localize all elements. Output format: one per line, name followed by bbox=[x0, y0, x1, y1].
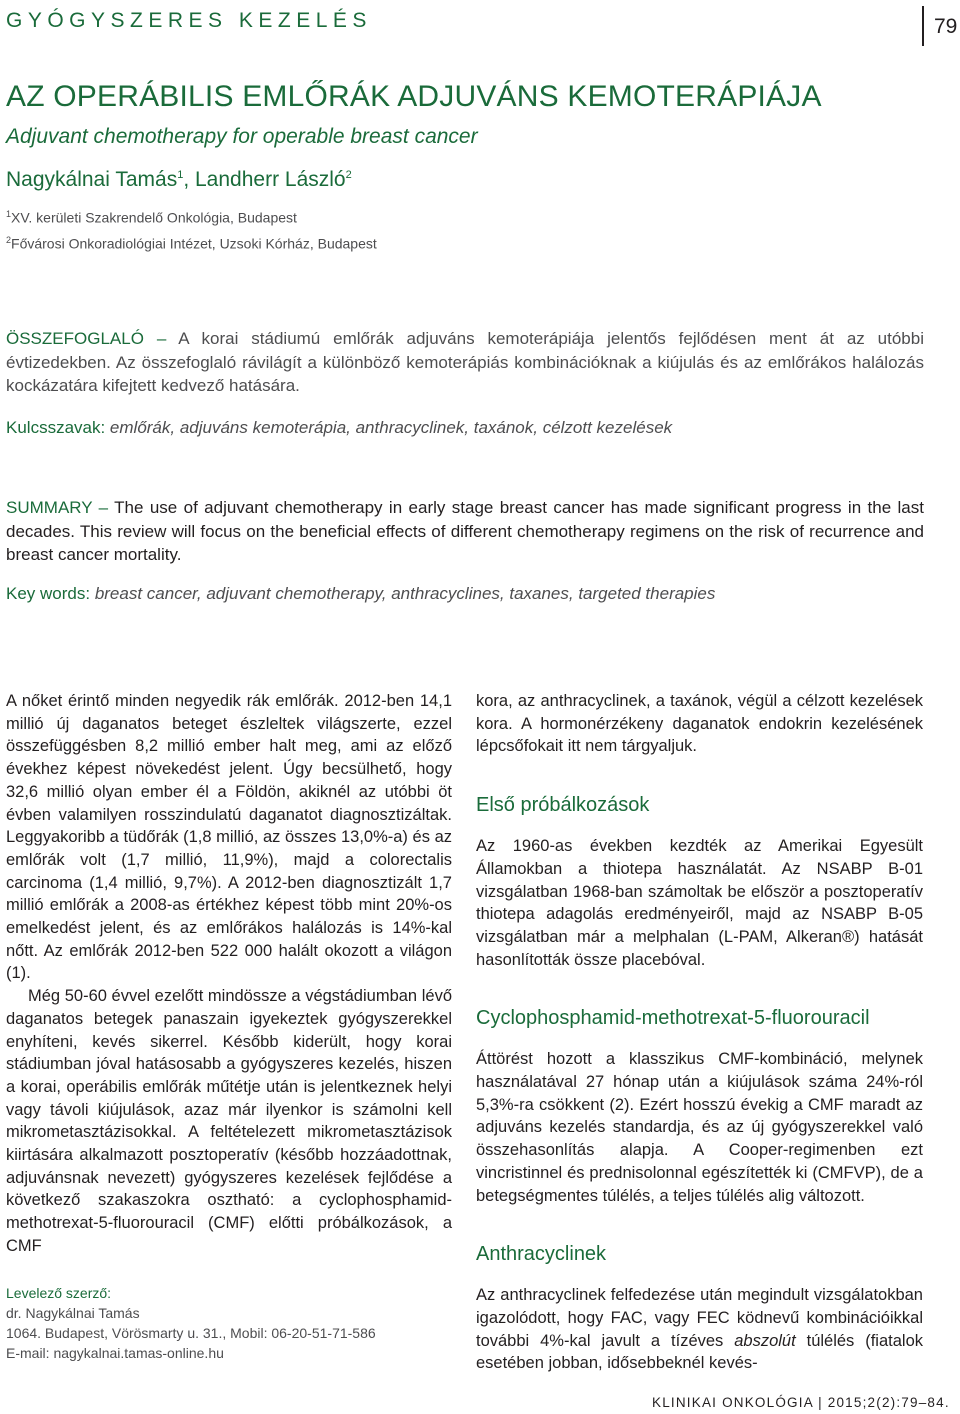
body-column-right bbox=[476, 690, 923, 1375]
abstract-english bbox=[6, 496, 924, 567]
abstract-label: ÖSSZEFOGLALÓ – bbox=[6, 329, 167, 348]
keywords-label: Kulcsszavak: bbox=[6, 418, 106, 437]
keywords-label: Key words: bbox=[6, 584, 91, 603]
body-paragraph: Az 1960-as években kezdték az Amerikai Egyesült Államokban a thiotepa használatát. Az NSABP B-01 vizsgálatban 1968-ban számoltak be először a posztoperatív thiotepa adagolás eredményeiről, majd az NSABP B-05 vizsgálatban már a melphalan (L-PAM, Alkeran®) hatását hasonlították össze placebóval. bbox=[476, 837, 923, 969]
article-title: AZ OPERÁBILIS EMLŐRÁK ADJUVÁNS KEMOTERÁPIÁJA bbox=[6, 80, 822, 113]
emphasis: abszolút bbox=[734, 1331, 796, 1350]
keywords-english bbox=[6, 582, 924, 606]
affiliation: $^2$Fővárosi Onkoradiológiai Intézet, Uzsoki Kórház, Budapest bbox=[6, 234, 377, 252]
affiliation-marker: 2 bbox=[345, 169, 352, 181]
affiliation-marker: 1 bbox=[177, 169, 184, 181]
body-paragraph: A nőket érintő minden negyedik rák emlőrák. 2012-ben 14,1 millió új daganatos beteget észleltek világszerte, ezzel összefüggésben 8,2 millió ember halt meg, ami az előző évekhez képest növekedést jelent. Úgy becsülhető, hogy 32,6 millió olyan ember él a Földön, akiknél az utóbbi öt évben valamilyen rosszindulatú daganatot diagnosztizáltak. Leggyakoribb a tüdőrák (1,8 millió, az összes 13,0%-a) és az emlőrák volt (1,7 millió, 11,9%), majd a colorectalis carcinoma (1,4 millió, 9,7%). A 2012-ben diagnosztizált 1,7 millió emlőrák a 2008-as értékhez képest több mint 20%-os emelkedést jelent, és az emlőrákos halálozás is 14%-kal nőtt. Az emlőrák 2012-ben 522 000 halált okozott a világon (1). bbox=[6, 692, 452, 983]
affiliations bbox=[6, 203, 377, 254]
authors bbox=[6, 168, 352, 192]
page-number: 79 bbox=[934, 15, 958, 38]
section-heading: Cyclophosphamid-methotrexat-5-fluorouracil bbox=[476, 1007, 870, 1030]
affiliation: $^1$XV. kerületi Szakrendelő Onkológia, Budapest bbox=[6, 209, 297, 226]
correspondence-email: E-mail: nagykalnai.tamas-online.hu bbox=[6, 1345, 224, 1361]
correspondence-info bbox=[6, 1283, 376, 1363]
abstract-text: A korai stádiumú emlőrák adjuváns kemoterápiája jelentős fejlődésen ment át az utóbbi évtizedekben. Az összefoglaló rávilágít a különböző kemoterápiás kombinációknak a kiújulás és az emlőrákos halálozás kockázatára kifejtett kedvező hatására. bbox=[6, 329, 924, 395]
journal-footer: KLINIKAI ONKOLÓGIA | 2015;2(2):79–84. bbox=[652, 1395, 950, 1410]
body-column-left bbox=[6, 690, 452, 1258]
article-subtitle: Adjuvant chemotherapy for operable breast cancer bbox=[6, 125, 478, 148]
correspondence-name: dr. Nagykálnai Tamás bbox=[6, 1305, 140, 1321]
correspondence-label: Levelező szerző: bbox=[6, 1285, 112, 1301]
correspondence-address: 1064. Budapest, Vörösmarty u. 31., Mobil: 06-20-51-71-586 bbox=[6, 1325, 376, 1341]
summary-text: The use of adjuvant chemotherapy in early stage breast cancer has made significant progress in the last decades. This review will focus on the beneficial effects of different chemotherapy regimens on the risk of recurrence and breast cancer mortality. bbox=[6, 498, 924, 564]
abstract-hungarian bbox=[6, 327, 924, 398]
body-paragraph: Áttörést hozott a klasszikus CMF-kombináció, melynek használatával 27 hónap után a kiújulások száma 24%-ról 5,3%-ra csökkent (2). Ezért hosszú évekig a CMF maradt az adjuváns kezelés standardja, és az új gyógyszerekkel való összehasonlítás alapja. A Cooper-regimenben ezt vincristinnel és prednisolonnal egészítették ki (CMFVP), de a betegségmentes túlélés, a teljes túlélés alig változott. bbox=[476, 1050, 923, 1205]
section-heading: Anthracyclinek bbox=[476, 1243, 607, 1266]
header-divider bbox=[922, 6, 924, 46]
section-header: GYÓGYSZERES KEZELÉS bbox=[6, 9, 372, 32]
keywords-text: breast cancer, adjuvant chemotherapy, anthracyclines, taxanes, targeted therapies bbox=[90, 584, 716, 603]
body-paragraph: kora, az anthracyclinek, a taxánok, végül a célzott kezelések kora. A hormonérzékeny daganatok endokrin kezelésének lépcsőfokait itt nem tárgyaljuk. bbox=[476, 692, 923, 756]
keywords-hungarian bbox=[6, 416, 924, 440]
keywords-text: emlőrák, adjuváns kemoterápia, anthracyclinek, taxánok, célzott kezelések bbox=[105, 418, 673, 437]
author-separator: , bbox=[183, 168, 195, 191]
body-paragraph: Az anthracyclinek felfedezése után megindult vizsgálatokban igazolódott, hogy FAC, vagy FEC ködnevű kombinációikkal további 4%-kal javult a tízéves abszolút túlélés (fiatalok esetében jobban, idősebbeknél kevés- bbox=[476, 1286, 923, 1373]
author-name: Nagykálnai Tamás bbox=[6, 168, 178, 191]
summary-label: SUMMARY – bbox=[6, 498, 109, 517]
body-paragraph: Még 50-60 évvel ezelőtt mindössze a végstádiumban lévő daganatos betegek panaszain igyekeztek gyógyszerekkel enyhíteni, kevés sikerrel. Később kiderült, hogy korai stádiumban jóval hatásosabb a gyógyszeres kezelés, hiszen a korai, operábilis emlőrák műtétje után is jelentkeznek helyi vagy távoli kiújulások, azaz már ilyenkor is számolni kell mikrometasztázisokkal. A feltételezett mikrometasztázisok kiirtására alkalmazott posztoperatív (később hozzáadottnak, adjuvánsnak nevezett) gyógyszeres kezelések fejlődése a következő szakaszokra osztható: a cyclophosphamid-methotrexat-5-fluorouracil (CMF) előtti próbálkozások, a CMF bbox=[6, 987, 452, 1255]
section-heading: Első próbálkozások bbox=[476, 794, 650, 817]
author-name: Landherr László bbox=[195, 168, 346, 191]
